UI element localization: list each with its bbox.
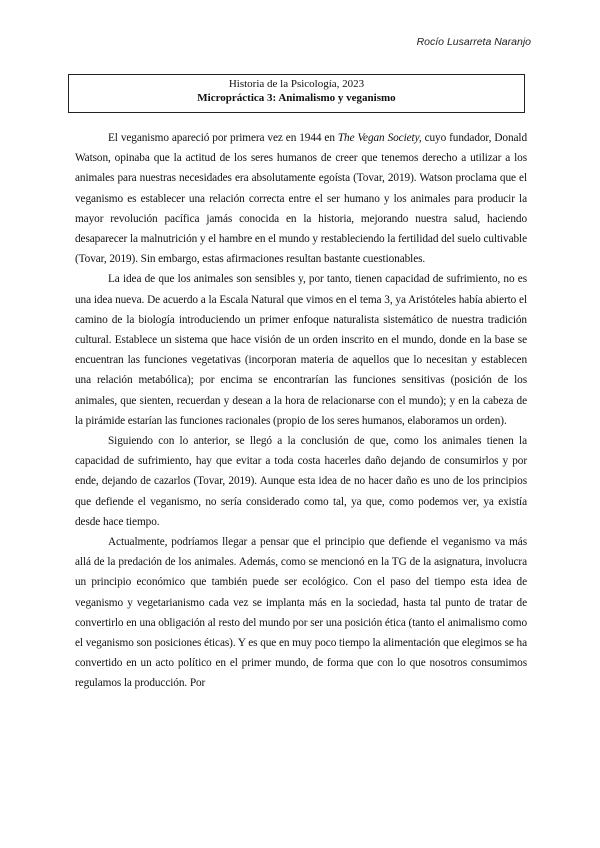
course-title: Historia de la Psicología, 2023 (228, 78, 365, 90)
paragraph-2: La idea de que los animales son sensibles y, por tanto, tienen capacidad de sufrimiento, no es una idea nueva. De acuerdo a la Escala Natural que vimos en el tema 3, ya Aristóteles había abierto el camino de la biología introduciendo un primer enfoque naturalista sistemático de nuestra tradición cultural. Establece un sistema que hace visión de un orden inscrito en el mundo, donde en la base se encuentran las funciones vegetativas (incorporan materia de aquellos que lo necesitan y establecen una relación metabólica); por encima se encontrarían las funciones sensitivas (posición de los animales, que sienten, recuerdan y desean a la hora de relacionarse con el mundo); y en la cabeza de la pirámide estarían las funciones racionales (propio de los seres humanos, elaboramos un orden). (75, 273, 527, 427)
paragraph-3: Siguiendo con lo anterior, se llegó a la conclusión de que, como los animales tienen la capacidad de sufrimiento, hay que evitar a toda costa hacerles daño dejando de consumirlos y por ende, dejando de cazarlos (Tovar, 2019). Aunque esta idea de no hacer daño es uno de los principios que defiende el veganismo, no sería considerado como tal, ya que, como podemos ver, ya existía desde hace tiempo. (75, 435, 527, 528)
assignment-title: Micropráctica 3: Animalismo y veganismo (197, 91, 396, 104)
paragraph-1-rest: cuyo fundador, Donald Watson, opinaba que la actitud de los seres humanos de creer que tenemos derecho a utilizar a los animales para nuestras necesidades era absolutamente egoísta (Tovar, 2019). Watson proclama que el veganismo es establecer una relación correcta entre el ser humano y los animales para producir la mayor revolución pacífica jamás conocida en la historia, mejorando nuestra salud, haciendo desaparecer la malnutrición y el hambre en el mundo y restableciendo la fertilidad del suelo cultivable (Tovar, 2019). Sin embargo, estas afirmaciones resultan bastante cuestionables. (75, 132, 528, 266)
author-header: Rocío Lusarreta Naranjo (416, 36, 531, 48)
paragraph-1 (75, 128, 527, 269)
paragraph-1-start: El veganismo apareció por primera vez en 1944 en (108, 132, 338, 144)
vegan-society-title: The Vegan Society, (337, 132, 422, 144)
title-box (68, 74, 525, 113)
document-body (75, 128, 527, 694)
paragraph-4: Actualmente, podríamos llegar a pensar que el principio que defiende el veganismo va más allá de la predación de los animales. Además, como se mencionó en la TG de la asignatura, involucra un principio económico que también puede ser ecológico. Con el paso del tiempo esta idea de veganismo y vegetarianismo cada vez se implanta más en la sociedad, hasta tal punto de tratar de convertirlo en una obligación al resto del mundo por ser una posición ética (tanto el animalismo como el veganismo son posiciones éticas). Y es que en muy poco tiempo la alimentación que elegimos se ha convertido en un acto político en el primer mundo, de forma que con lo que nosotros consumimos regulamos la producción. Por (75, 536, 527, 690)
